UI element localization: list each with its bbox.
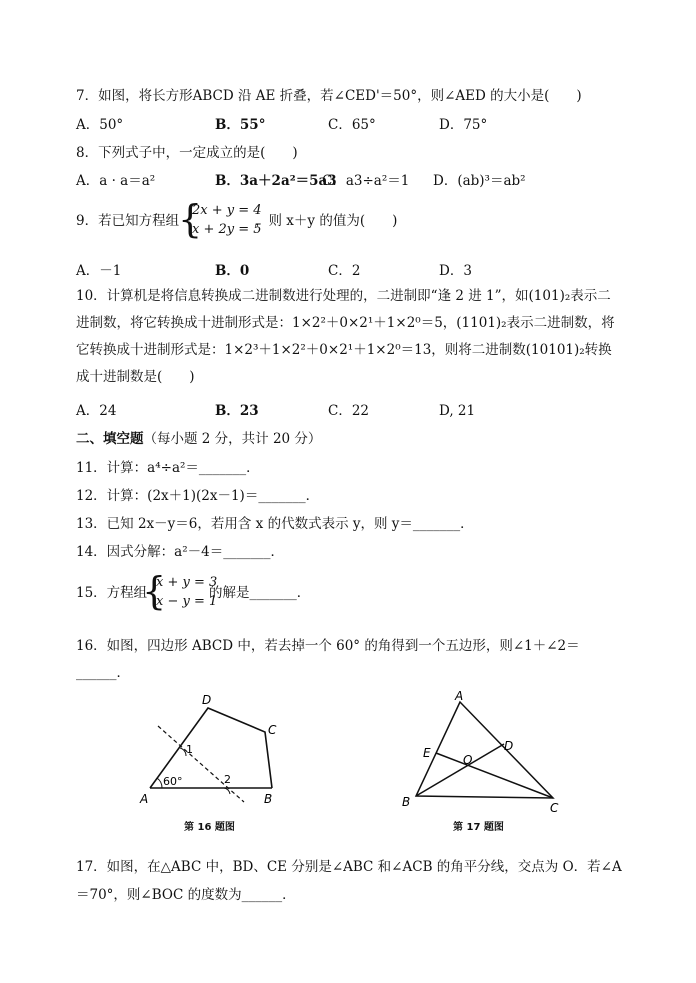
section-2-title: 二、填空题 bbox=[76, 431, 144, 447]
q7-option-d: D．75° bbox=[439, 117, 488, 133]
fig17-label-C: C bbox=[550, 801, 559, 815]
section-2-note: （每小题 2 分，共计 20 分） bbox=[143, 431, 322, 447]
fig16-label-C: C bbox=[268, 723, 277, 737]
q15-brace: { bbox=[142, 569, 167, 613]
q8-option-b: B．3a＋2a²＝5a3 bbox=[215, 173, 337, 189]
q10-option-c: C．22 bbox=[328, 403, 370, 419]
question-13: 13．已知 2x－y＝6，若用含 x 的代数式表示 y，则 y＝_______． bbox=[76, 516, 474, 532]
q9-option-d: D．3 bbox=[439, 263, 472, 279]
question-10-text: 10．计算机是将信息转换成二进制数进行处理的，二进制即“逢 2 进 1”，如(101)₂表示二进制数，将它转换成十进制形式是：1×2²＋0×2¹＋1×2⁰＝5，(1101)₂表示二进制数，将它转换成十进制形式是：1×2³＋1×2²＋0×2¹＋1×2⁰＝13，则将二进制数(10101)₂转换成十进制数是( ) bbox=[76, 288, 615, 385]
q7-option-b: B．55° bbox=[215, 117, 266, 133]
fig16-cut-line bbox=[158, 726, 244, 802]
q9-equation-1: 2x + y = 4 bbox=[192, 203, 262, 218]
fig17-bisector-CE bbox=[436, 753, 553, 798]
q8-option-d: D．(ab)³＝ab² bbox=[433, 173, 526, 189]
fig16-label-B: B bbox=[264, 792, 273, 806]
fig17-label-B: B bbox=[402, 795, 411, 809]
question-10-options bbox=[76, 402, 636, 420]
q10-option-d: D, 21 bbox=[439, 403, 476, 419]
fig16-label-A: A bbox=[140, 792, 149, 806]
q8-option-c: C．a3÷a²＝1 bbox=[322, 173, 410, 189]
q9-equation-2: x + 2y = 5 bbox=[192, 222, 262, 237]
q9-brace: { bbox=[178, 197, 203, 241]
fig17-label-A: A bbox=[455, 690, 464, 703]
question-8-text: 8．下列式子中，一定成立的是( ) bbox=[76, 145, 298, 161]
q9-option-b: B．0 bbox=[215, 263, 250, 279]
fig16-label-1: 1 bbox=[186, 743, 193, 756]
question-8-options bbox=[76, 172, 636, 190]
question-17-line2: ＝70°，则∠BOC 的度数为______． bbox=[76, 887, 296, 903]
question-9-system bbox=[192, 201, 262, 239]
fig16-angle-arc-60 bbox=[157, 778, 162, 788]
fig17-label-O: O bbox=[463, 753, 473, 767]
fig16-label-2: 2 bbox=[224, 773, 231, 786]
question-9-prefix: 9．若已知方程组 bbox=[76, 213, 180, 229]
question-7-text: 7．如图，将长方形ABCD 沿 AE 折叠，若∠CED'＝50°，则∠AED 的大小是( ) bbox=[76, 88, 582, 104]
question-7-options bbox=[76, 116, 636, 134]
q8-option-a: A．a · a＝a² bbox=[76, 173, 156, 189]
q9-option-c: C．2 bbox=[328, 263, 361, 279]
fig17-label-D: D bbox=[504, 739, 514, 753]
question-17-line1: 17．如图，在△ABC 中，BD、CE 分别是∠ABC 和∠ACB 的角平分线，交点为 O．若∠A bbox=[76, 859, 622, 875]
section-2-heading bbox=[76, 430, 321, 448]
q7-option-a: A．50° bbox=[76, 117, 124, 133]
q15-equation-1: x + y = 3 bbox=[156, 575, 218, 590]
figure-16 bbox=[138, 690, 298, 810]
question-9-suffix: ，则 x＋y 的值为( ) bbox=[255, 213, 398, 229]
q15-equation-2: x − y = 1 bbox=[156, 594, 218, 609]
q7-option-c: C．65° bbox=[328, 117, 376, 133]
figure-17 bbox=[398, 690, 568, 815]
fig16-label-D: D bbox=[202, 693, 212, 707]
question-16-line2: ______． bbox=[76, 665, 130, 681]
question-15-suffix: 的解是_______． bbox=[209, 585, 311, 601]
fig17-label-E: E bbox=[423, 746, 431, 760]
question-14: 14．因式分解：a²－4＝_______． bbox=[76, 544, 284, 560]
question-16-line1: 16．如图，四边形 ABCD 中，若去掉一个 60° 的角得到一个五边形，则∠1＋∠2＝ bbox=[76, 638, 580, 654]
figure-16-caption: 第 16 题图 bbox=[184, 822, 235, 833]
q10-option-a: A．24 bbox=[76, 403, 117, 419]
q9-option-a: A．－1 bbox=[76, 263, 122, 279]
figure-17-caption: 第 17 题图 bbox=[453, 822, 504, 833]
question-11: 11．计算：a⁴÷a²＝_______． bbox=[76, 460, 260, 476]
question-12: 12．计算：(2x＋1)(2x－1)＝_______． bbox=[76, 488, 320, 504]
fig16-label-60: 60° bbox=[163, 775, 183, 788]
question-15-prefix: 15．方程组 bbox=[76, 585, 148, 601]
question-9-options bbox=[76, 262, 636, 280]
q10-option-b: B．23 bbox=[215, 403, 259, 419]
